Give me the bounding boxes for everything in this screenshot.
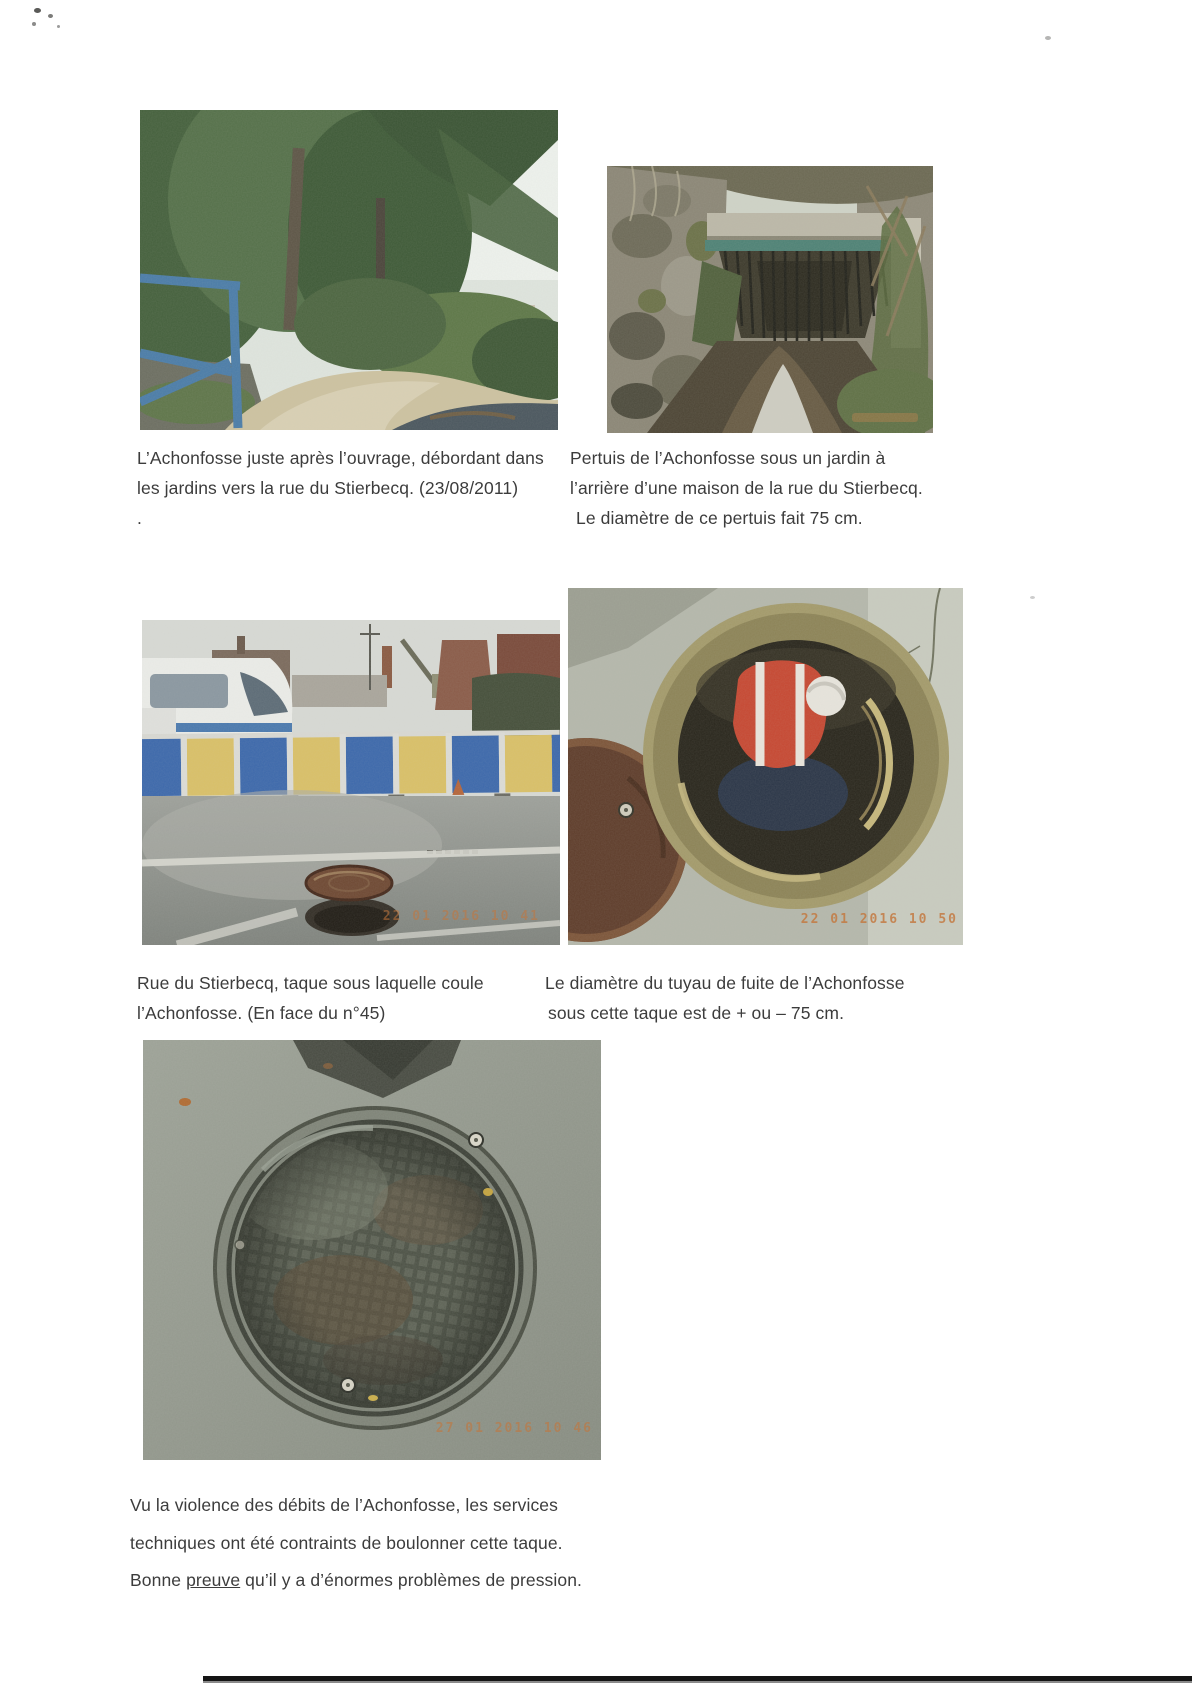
scan-speck: [48, 14, 53, 18]
culvert-pertuis-photo: [607, 166, 933, 433]
caption-line: Vu la violence des débits de l’Achonfosse, les services: [130, 1495, 558, 1515]
scan-speck: [1045, 36, 1051, 40]
caption-bolted-cover: [130, 1487, 582, 1600]
caption-text: Bonne: [130, 1570, 187, 1590]
caption-line: [130, 1562, 582, 1600]
scan-edge-artifact: [203, 1681, 1192, 1683]
caption-line: l’arrière d’une maison de la rue du Stierbecq.: [570, 478, 923, 498]
caption-culvert: [570, 443, 923, 533]
scan-speck: [1030, 596, 1035, 599]
bolted-manhole-cover-photo: [143, 1040, 601, 1460]
caption-line: techniques ont été contraints de boulonner cette taque.: [130, 1532, 563, 1553]
camera-timestamp: 27 01 2016 10 46: [435, 1421, 593, 1436]
caption-line: L’Achonfosse juste après l’ouvrage, débordant dans: [137, 448, 544, 468]
caption-street-closed: [137, 968, 484, 1028]
flooded-garden-photo: [140, 110, 558, 430]
caption-line: l’Achonfosse. (En face du n°45): [137, 1003, 386, 1023]
caption-line: Le diamètre de ce pertuis fait 75 cm.: [576, 508, 863, 528]
camera-timestamp: 22 01 2016 10 41: [382, 909, 540, 924]
scan-speck: [32, 22, 36, 26]
street-closed-manhole-photo: [142, 620, 560, 945]
caption-worker-manhole: [545, 968, 905, 1028]
caption-underlined-word: preuve: [186, 1570, 241, 1590]
caption-line: Rue du Stierbecq, taque sous laquelle coule: [137, 973, 484, 993]
scan-speck: [57, 25, 60, 28]
caption-line: .: [137, 508, 142, 528]
caption-text: qu’il y a d’énormes problèmes de pression.: [240, 1570, 583, 1590]
caption-line: Pertuis de l’Achonfosse sous un jardin à: [570, 448, 886, 468]
caption-line: Le diamètre du tuyau de fuite de l’Achonfosse: [545, 973, 905, 993]
scan-speck: [34, 8, 41, 13]
caption-line: sous cette taque est de + ou – 75 cm.: [548, 1003, 845, 1023]
caption-line: les jardins vers la rue du Stierbecq. (23/08/2011): [137, 478, 519, 498]
caption-flooded-garden: [137, 443, 544, 533]
camera-timestamp: 22 01 2016 10 50: [800, 912, 958, 927]
worker-in-manhole-photo: [568, 588, 963, 945]
